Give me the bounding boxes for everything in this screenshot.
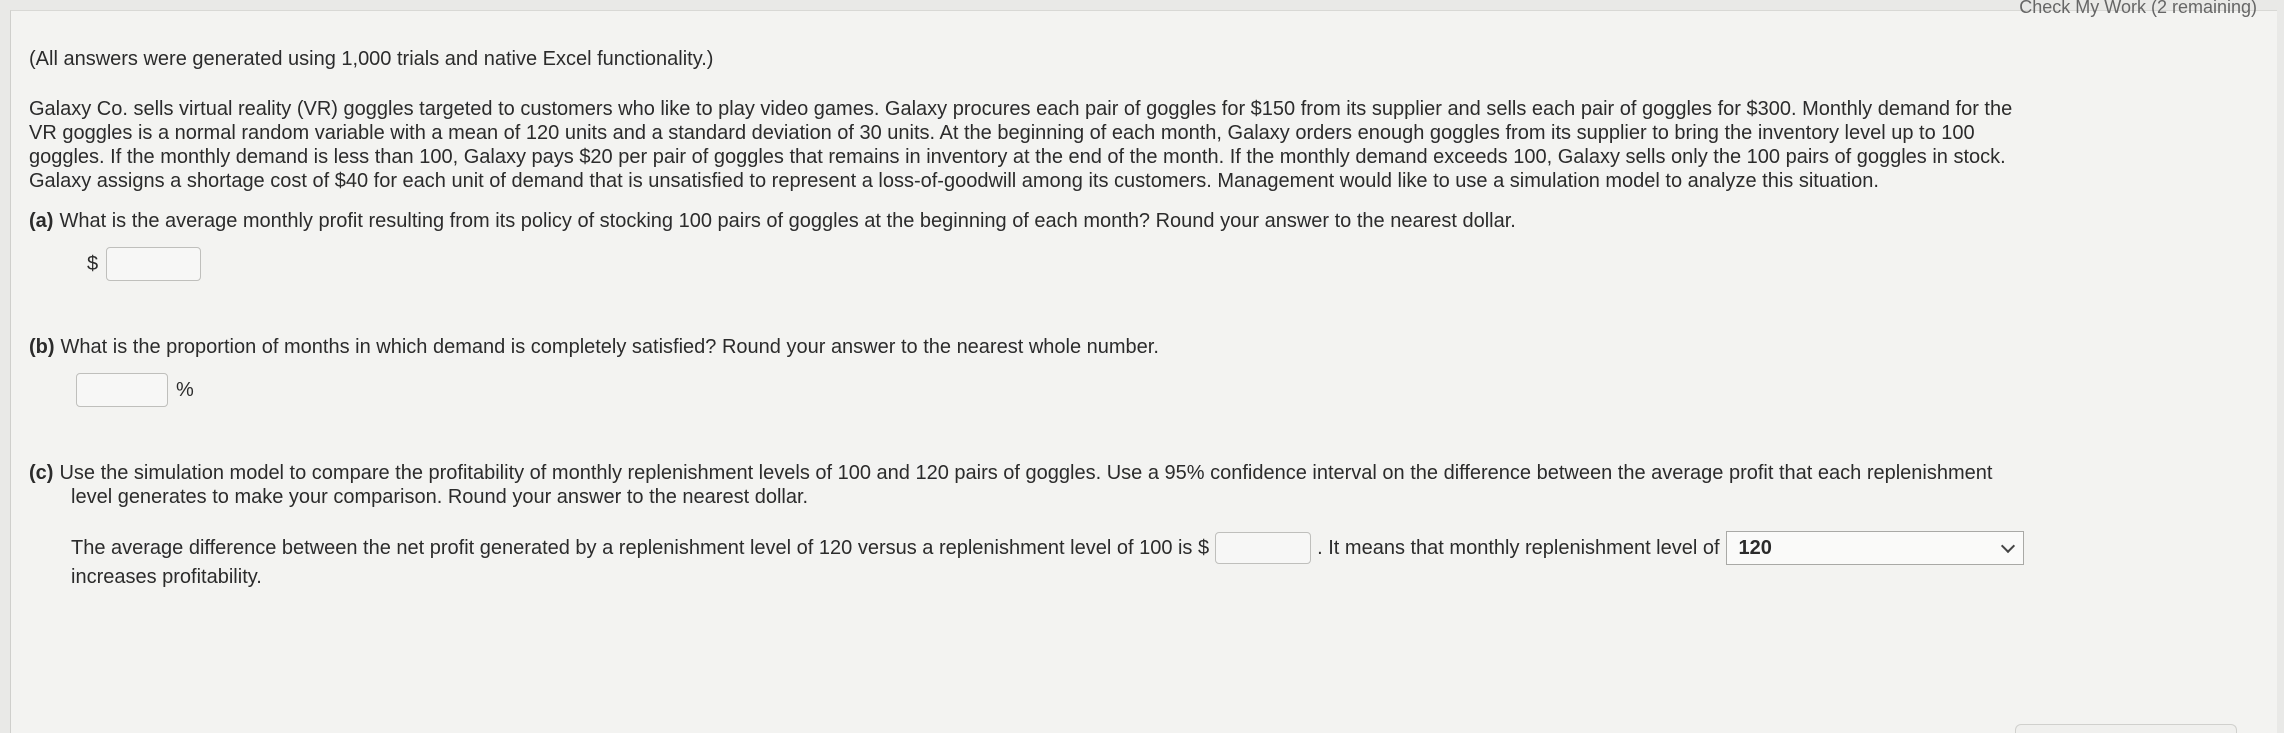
part-b-answer	[76, 373, 2257, 407]
part-c-line1: Use the simulation model to compare the profitability of monthly replenishment levels of 100 and 120 pairs of goggles. Use a 95% confidence interval on the difference between the average profit that each replenishment	[59, 462, 1993, 484]
chevron-down-icon	[2000, 539, 2014, 553]
dollar-sign: $	[87, 252, 99, 275]
part-b-input[interactable]	[76, 373, 168, 407]
part-c-answer-end: increases profitability.	[71, 566, 262, 588]
question-panel	[10, 0, 2277, 733]
part-a-input[interactable]	[106, 247, 201, 281]
select-value: 120	[1738, 537, 1772, 559]
part-a	[29, 209, 2257, 281]
part-c-question-line2: level generates to make your comparison. Round your answer to the nearest dollar.	[71, 486, 809, 508]
question-content	[29, 47, 2257, 589]
part-c-answer	[29, 531, 2257, 565]
part-a-label: (a)	[29, 210, 54, 232]
part-c-input[interactable]	[1215, 532, 1311, 564]
part-c-question	[29, 461, 2257, 485]
paragraph-line: Galaxy Co. sells virtual reality (VR) goggles targeted to customers who like to play video games. Galaxy procures each pair of goggles for $150 from its supplier and sells each pair of goggles for $300. Monthly demand for the	[29, 98, 2013, 120]
part-b-label: (b)	[29, 336, 55, 358]
problem-paragraph	[29, 97, 2257, 193]
percent-sign: %	[176, 378, 194, 401]
part-b	[29, 335, 2257, 407]
part-a-answer	[87, 247, 2257, 281]
instruction-note: (All answers were generated using 1,000 trials and native Excel functionality.)	[29, 48, 714, 70]
paragraph-line: Galaxy assigns a shortage cost of $40 for each unit of demand that is unsatisfied to represent a loss-of-goodwill among its customers. Management would like to use a simulation model to analyze this situation.	[29, 170, 1879, 192]
paragraph-line: VR goggles is a normal random variable with a mean of 120 units and a standard deviation of 30 units. At the beginning of each month, Galaxy orders enough goggles from its supplier to bring the inventory level up to 100	[29, 122, 1975, 144]
part-c-answer-text: The average difference between the net profit generated by a replenishment level of 120 versus a replenishment level of 100 is $	[71, 537, 1210, 559]
part-c-label: (c)	[29, 462, 54, 484]
part-a-question	[29, 209, 2257, 233]
check-my-work-link[interactable]: Check My Work (2 remaining)	[2019, 0, 2257, 17]
paragraph-line: goggles. If the monthly demand is less than 100, Galaxy pays $20 per pair of goggles that remains in inventory at the end of the month. If the monthly demand exceeds 100, Galaxy sells only the 100 pairs of goggles in stock.	[29, 146, 2006, 168]
part-c-answer-middle: . It means that monthly replenishment level of	[1317, 537, 1720, 559]
part-a-text: What is the average monthly profit resulting from its policy of stocking 100 pairs of goggles at the beginning of each month? Round your answer to the nearest dollar.	[59, 210, 1516, 232]
part-b-question	[29, 335, 2257, 359]
replenishment-level-select[interactable]	[1726, 531, 2024, 565]
part-b-text: What is the proportion of months in which demand is completely satisfied? Round your answer to the nearest whole number.	[60, 336, 1159, 358]
part-c	[29, 461, 2257, 589]
